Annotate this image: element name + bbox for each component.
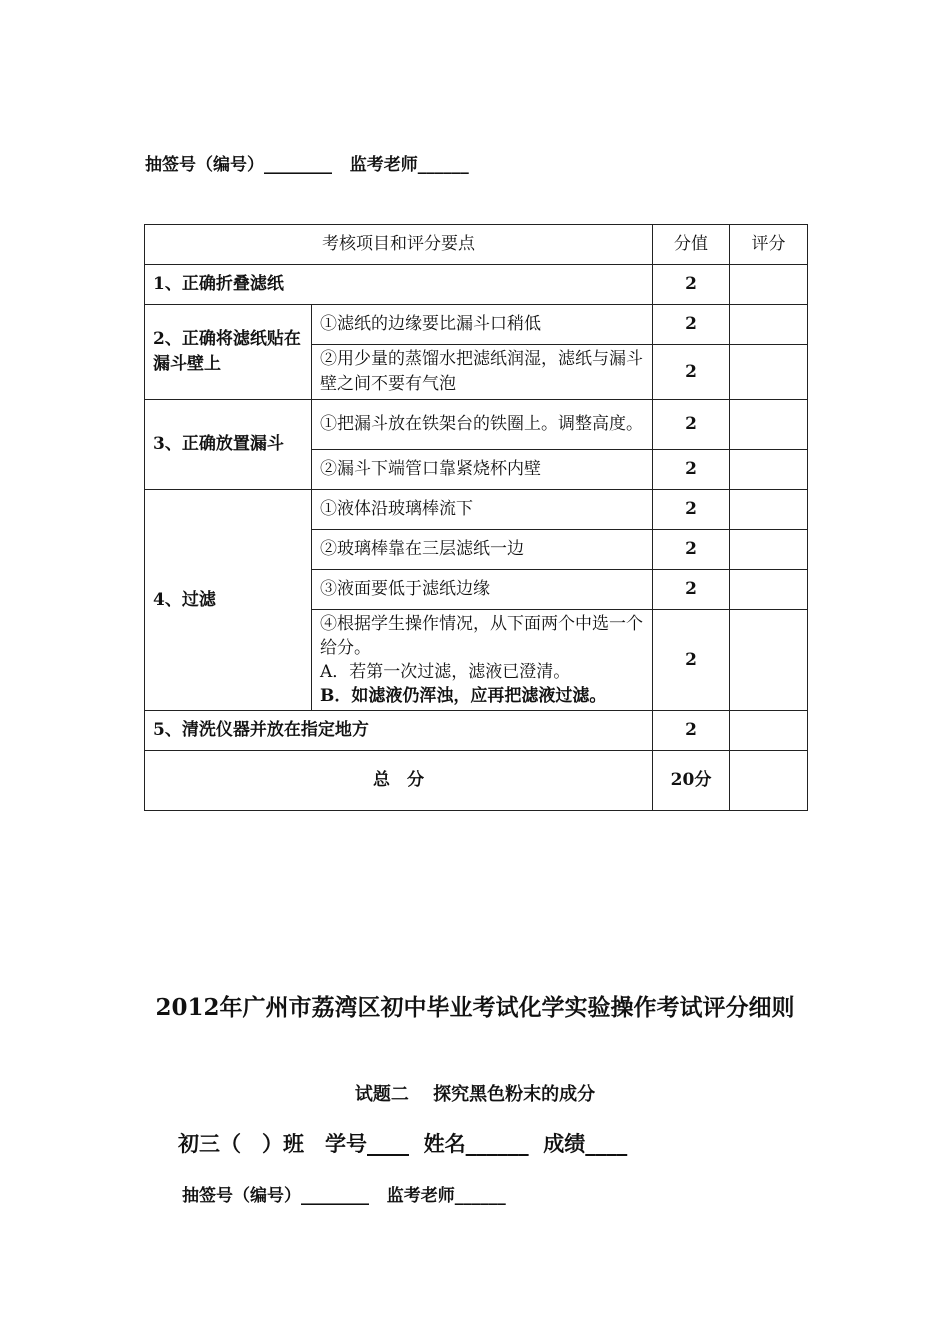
row-4-grade-2 <box>730 530 808 570</box>
document-title: 2012年广州市荔湾区初中毕业考试化学实验操作考试评分细则 <box>155 994 795 1021</box>
row-5-score: 2 <box>653 711 730 751</box>
row-4-option-a: A．若第一次过滤，滤液已澄清。 <box>320 662 571 682</box>
row-3-score-2: 2 <box>653 450 730 490</box>
table-row <box>145 305 808 345</box>
row-2-point-1: ①滤纸的边缘要比漏斗口稍低 <box>312 305 653 345</box>
row-2-score-2: 2 <box>653 345 730 400</box>
table-row <box>145 711 808 751</box>
student-info-line: 初三（ ）班 学号____ 姓名______ 成绩____ <box>178 1131 628 1156</box>
row-1-label: 1、正确折叠滤纸 <box>145 265 653 305</box>
row-4-grade-3 <box>730 570 808 610</box>
row-4-point-4 <box>312 610 653 711</box>
total-label: 总 分 <box>145 751 653 811</box>
row-4-score-4: 2 <box>653 610 730 711</box>
header-item-cell: 考核项目和评分要点 <box>145 225 653 265</box>
header-grade-cell: 评分 <box>730 225 808 265</box>
row-4-grade-4 <box>730 610 808 711</box>
row-4-point-3: ③液面要低于滤纸边缘 <box>312 570 653 610</box>
header-score-cell: 分值 <box>653 225 730 265</box>
row-2-grade-1 <box>730 305 808 345</box>
total-row <box>145 751 808 811</box>
row-4-point-1: ①液体沿玻璃棒流下 <box>312 490 653 530</box>
row-3-grade-1 <box>730 400 808 450</box>
row-1-score: 2 <box>653 265 730 305</box>
row-1-grade <box>730 265 808 305</box>
row-3-point-2: ②漏斗下端管口靠紧烧杯内壁 <box>312 450 653 490</box>
table-row <box>145 400 808 450</box>
draw-number-line-bottom: 抽签号（编号）________ 监考老师______ <box>182 1186 506 1206</box>
row-4-grade-1 <box>730 490 808 530</box>
row-4-point-2: ②玻璃棒靠在三层滤纸一边 <box>312 530 653 570</box>
row-5-label: 5、清洗仪器并放在指定地方 <box>145 711 653 751</box>
row-2-label: 2、正确将滤纸贴在漏斗壁上 <box>145 305 312 400</box>
row-4-point-4-text: ④根据学生操作情况，从下面两个中选一个给分。 <box>320 614 643 658</box>
row-4-option-b: B．如滤液仍浑浊，应再把滤液过滤。 <box>320 686 607 706</box>
table-row <box>145 265 808 305</box>
table-row <box>145 490 808 530</box>
table-header-row <box>145 225 808 265</box>
draw-number-line: 抽签号（编号）________ 监考老师______ <box>145 155 469 175</box>
row-5-grade <box>730 711 808 751</box>
row-2-score-1: 2 <box>653 305 730 345</box>
total-grade <box>730 751 808 811</box>
row-2-point-2: ②用少量的蒸馏水把滤纸润湿，滤纸与漏斗壁之间不要有气泡 <box>312 345 653 400</box>
total-score: 20分 <box>653 751 730 811</box>
row-4-score-3: 2 <box>653 570 730 610</box>
row-4-score-2: 2 <box>653 530 730 570</box>
row-2-grade-2 <box>730 345 808 400</box>
row-3-score-1: 2 <box>653 400 730 450</box>
row-3-grade-2 <box>730 450 808 490</box>
row-3-point-1: ①把漏斗放在铁架台的铁圈上。调整高度。 <box>312 400 653 450</box>
row-4-label: 4、过滤 <box>145 490 312 711</box>
row-3-label: 3、正确放置漏斗 <box>145 400 312 490</box>
scoring-table <box>144 224 808 811</box>
document-subtitle: 试题二 探究黑色粉末的成分 <box>354 1084 596 1105</box>
row-4-score-1: 2 <box>653 490 730 530</box>
